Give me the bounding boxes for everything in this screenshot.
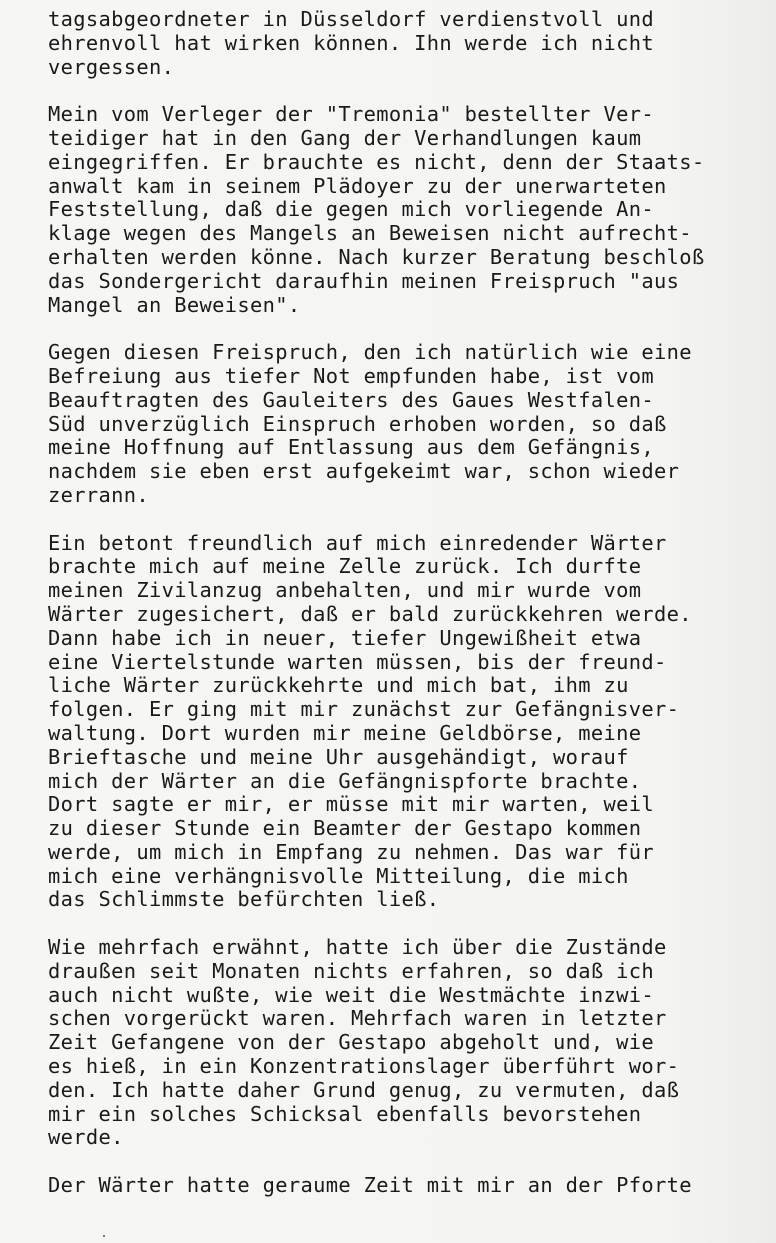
text-line: Dann habe ich in neuer, tiefer Ungewißheit etwa: [48, 625, 642, 650]
text-line: Mangel an Beweisen".: [48, 292, 301, 317]
text-line: anwalt kam in seinem Plädoyer zu der unerwarteten: [48, 173, 667, 198]
text-line: eine Viertelstunde warten müssen, bis der freund-: [48, 649, 667, 674]
text-line: das Schlimmste befürchten ließ.: [48, 887, 440, 912]
text-line: das Sondergericht daraufhin meinen Freispruch "aus: [48, 268, 680, 293]
text-line: es hieß, in ein Konzentrationslager überführt wor-: [48, 1054, 680, 1079]
text-line: mir ein solches Schicksal ebenfalls bevorstehen: [48, 1101, 642, 1126]
text-line: Gegen diesen Freispruch, den ich natürlich wie eine: [48, 340, 692, 365]
text-line: liche Wärter zurückkehrte und mich bat, ihm zu: [48, 673, 629, 698]
text-line: Wärter zugesichert, daß er bald zurückkehren werde.: [48, 601, 692, 626]
text-line: klage wegen des Mangels an Beweisen nicht aufrecht-: [48, 221, 692, 246]
text-line: Brieftasche und meine Uhr ausgehändigt, worauf: [48, 744, 629, 769]
text-line: nachdem sie eben erst aufgekeimt war, schon wieder: [48, 459, 680, 484]
text-line: auch nicht wußte, wie weit die Westmächte inzwi-: [48, 982, 655, 1007]
text-line: brachte mich auf meine Zelle zurück. Ich durfte: [48, 554, 642, 579]
text-line: Der Wärter hatte geraume Zeit mit mir an der Pforte: [48, 1173, 692, 1198]
text-line: mich eine verhängnisvolle Mitteilung, die mich: [48, 863, 629, 888]
paragraph: [48, 103, 774, 317]
text-line: folgen. Er ging mit mir zunächst zur Gefängnisver-: [48, 697, 680, 722]
text-line: Süd unverzüglich Einspruch erhoben worden, so daß: [48, 411, 667, 436]
text-line: meine Hoffnung auf Entlassung aus dem Gefängnis,: [48, 435, 655, 460]
text-line: Ein betont freundlich auf mich einredender Wärter: [48, 530, 667, 555]
text-line: ehrenvoll hat wirken können. Ihn werde ich nicht: [48, 30, 655, 55]
document-body: [48, 8, 774, 1222]
text-line: Zeit Gefangene von der Gestapo abgeholt und, wie: [48, 1030, 655, 1055]
text-line: werde, um mich in Empfang zu nehmen. Das war für: [48, 839, 655, 864]
text-line: Dort sagte er mir, er müsse mit mir warten, weil: [48, 792, 655, 817]
text-line: Mein vom Verleger der "Tremonia" bestellter Ver-: [48, 102, 655, 127]
text-line: meinen Zivilanzug anbehalten, und mir wurde vom: [48, 578, 642, 603]
text-line: Beauftragten des Gauleiters des Gaues Westfalen-: [48, 387, 655, 412]
text-line: zerrann.: [48, 482, 150, 507]
text-line: schen vorgerückt waren. Mehrfach waren in letzter: [48, 1006, 667, 1031]
paragraph: [48, 532, 774, 913]
paragraph: [48, 8, 774, 79]
text-line: werde.: [48, 1125, 124, 1150]
text-line: Befreiung aus tiefer Not empfunden habe, ist vom: [48, 363, 655, 388]
text-line: vergessen.: [48, 54, 175, 79]
text-line: den. Ich hatte daher Grund genug, zu vermuten, daß: [48, 1077, 680, 1102]
text-line: Wie mehrfach erwähnt, hatte ich über die Zustände: [48, 935, 667, 960]
paragraph: [48, 1174, 774, 1198]
text-line: teidiger hat in den Gang der Verhandlungen kaum: [48, 125, 642, 150]
text-line: Feststellung, daß die gegen mich vorliegende An-: [48, 197, 655, 222]
text-line: tagsabgeordneter in Düsseldorf verdienstvoll und: [48, 7, 655, 31]
text-line: mich der Wärter an die Gefängnispforte brachte.: [48, 768, 642, 793]
text-line: erhalten werden könne. Nach kurzer Beratung beschloß: [48, 244, 705, 269]
paragraph: [48, 936, 774, 1150]
text-line: draußen seit Monaten nichts erfahren, so daß ich: [48, 958, 655, 983]
speck-mark: [103, 1235, 105, 1237]
text-line: eingegriffen. Er brauchte es nicht, denn der Staats-: [48, 149, 705, 174]
text-line: waltung. Dort wurden mir meine Geldbörse, meine: [48, 720, 642, 745]
paragraph: [48, 341, 774, 508]
text-line: zu dieser Stunde ein Beamter der Gestapo kommen: [48, 816, 642, 841]
